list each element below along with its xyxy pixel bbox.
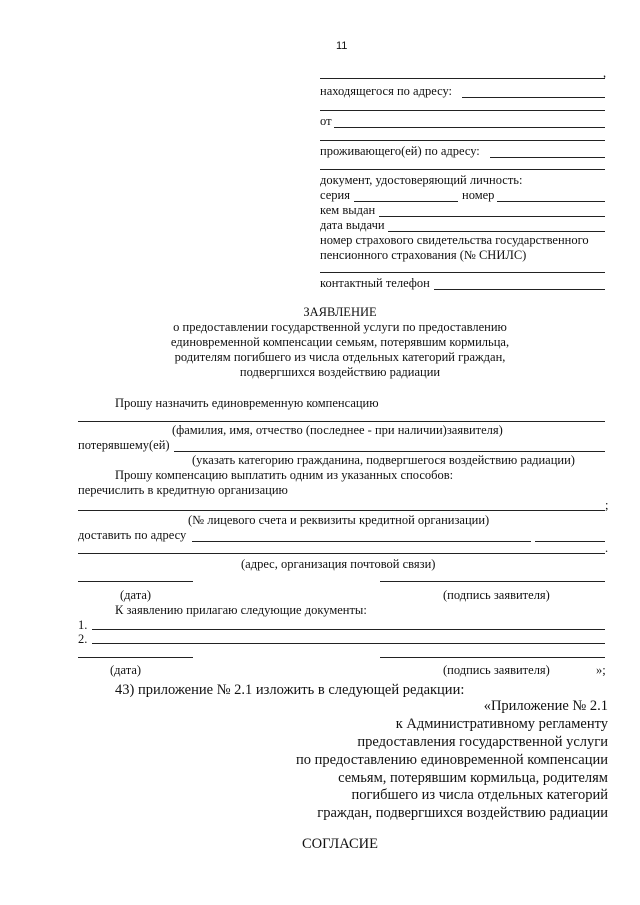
from-continuation-line[interactable] — [320, 140, 605, 141]
applicant-name-field[interactable] — [78, 421, 605, 422]
amendment-item-43: 43) приложение № 2.1 изложить в следующей редакции: — [115, 682, 465, 698]
date-field-2[interactable] — [78, 657, 193, 658]
deliver-label: доставить по адресу — [78, 528, 187, 542]
address-hint: (адрес, организация почтовой связи) — [241, 557, 436, 571]
signature-field-2[interactable] — [380, 657, 605, 658]
addressee-blank-line — [320, 78, 605, 79]
snils-label-line1: номер страхового свидетельства государственного — [320, 233, 589, 247]
issued-by-label: кем выдан — [320, 203, 376, 217]
delivery-continuation-line[interactable] — [78, 553, 605, 554]
address-continuation-line[interactable] — [320, 110, 605, 111]
located-at-field[interactable] — [462, 97, 605, 98]
title-line-2: единовременной компенсации семьям, потерявшим кормильца, — [170, 335, 510, 349]
appendix-line-4: по предоставлению единовременной компенсации — [296, 752, 608, 768]
attachment-item-1-number: 1. — [78, 618, 88, 632]
number-label: номер — [462, 188, 495, 202]
residing-at-field[interactable] — [490, 157, 605, 158]
issued-by-field[interactable] — [379, 216, 605, 217]
appendix-line-1: «Приложение № 2.1 — [483, 698, 608, 714]
phone-field[interactable] — [434, 289, 605, 290]
credit-details-field[interactable] — [78, 510, 605, 511]
appendix-line-2: к Административному регламенту — [395, 716, 608, 732]
appendix-line-7: граждан, подвергшихся воздействию радиации — [317, 805, 608, 821]
title-line-4: подвергшихся воздействию радиации — [239, 365, 441, 379]
appendix-line-5: семьям, потерявшим кормильца, родителям — [338, 770, 608, 786]
series-field[interactable] — [354, 201, 458, 202]
from-field[interactable] — [334, 127, 605, 128]
located-at-label: находящегося по адресу: — [320, 84, 453, 98]
date-label-2: (дата) — [110, 663, 142, 677]
delivery-address-field[interactable] — [192, 541, 531, 542]
phone-label: контактный телефон — [320, 276, 430, 290]
signature-field[interactable] — [380, 581, 605, 582]
attachments-text: К заявлению прилагаю следующие документы: — [115, 603, 367, 617]
document-title: ЗАЯВЛЕНИЕ — [303, 305, 377, 319]
date-label: (дата) — [120, 588, 152, 602]
date-field[interactable] — [78, 581, 193, 582]
signature-label-2: (подпись заявителя) — [443, 663, 550, 677]
fio-hint: (фамилия, имя, отчество (последнее - при наличии)заявителя) — [172, 423, 503, 437]
id-document-label: документ, удостоверяющий личность: — [320, 173, 523, 187]
series-label: серия — [320, 188, 350, 202]
lost-person-field[interactable] — [174, 451, 605, 452]
appendix-line-3: предоставления государственной услуги — [357, 734, 608, 750]
title-line-3: родителям погибшего из числа отдельных категорий граждан, — [174, 350, 506, 364]
category-hint: (указать категорию гражданина, подвергшегося воздействию радиации) — [192, 453, 575, 467]
addressee-comma: , — [603, 66, 607, 80]
account-hint: (№ лицевого счета и реквизиты кредитной организации) — [188, 513, 490, 527]
lost-label: потерявшему(ей) — [78, 438, 170, 452]
number-field[interactable] — [497, 201, 605, 202]
delivery-address-field-2[interactable] — [535, 541, 605, 542]
snils-label-line2: пенсионного страхования (№ СНИЛС) — [320, 248, 527, 262]
attachment-item-2-field[interactable] — [92, 643, 605, 644]
consent-heading: СОГЛАСИЕ — [301, 836, 379, 852]
credit-transfer-option: перечислить в кредитную организацию — [78, 483, 288, 497]
issue-date-label: дата выдачи — [320, 218, 385, 232]
issue-date-field[interactable] — [388, 231, 605, 232]
residing-continuation-line[interactable] — [320, 169, 605, 170]
payment-request-text: Прошу компенсацию выплатить одним из указанных способов: — [115, 468, 454, 482]
snils-field[interactable] — [320, 272, 605, 273]
from-label: от — [320, 114, 332, 128]
semicolon: ; — [605, 498, 609, 512]
page-number: 11 — [336, 40, 348, 52]
attachment-item-2-number: 2. — [78, 632, 88, 646]
period: . — [605, 541, 609, 555]
residing-at-label: проживающего(ей) по адресу: — [320, 144, 480, 158]
request-text: Прошу назначить единовременную компенсацию — [115, 396, 379, 410]
title-line-1: о предоставлении государственной услуги по предоставлению — [173, 320, 507, 334]
closing-quote: »; — [596, 663, 606, 677]
appendix-line-6: погибшего из числа отдельных категорий — [351, 787, 608, 803]
signature-label: (подпись заявителя) — [443, 588, 550, 602]
attachment-item-1-field[interactable] — [92, 629, 605, 630]
